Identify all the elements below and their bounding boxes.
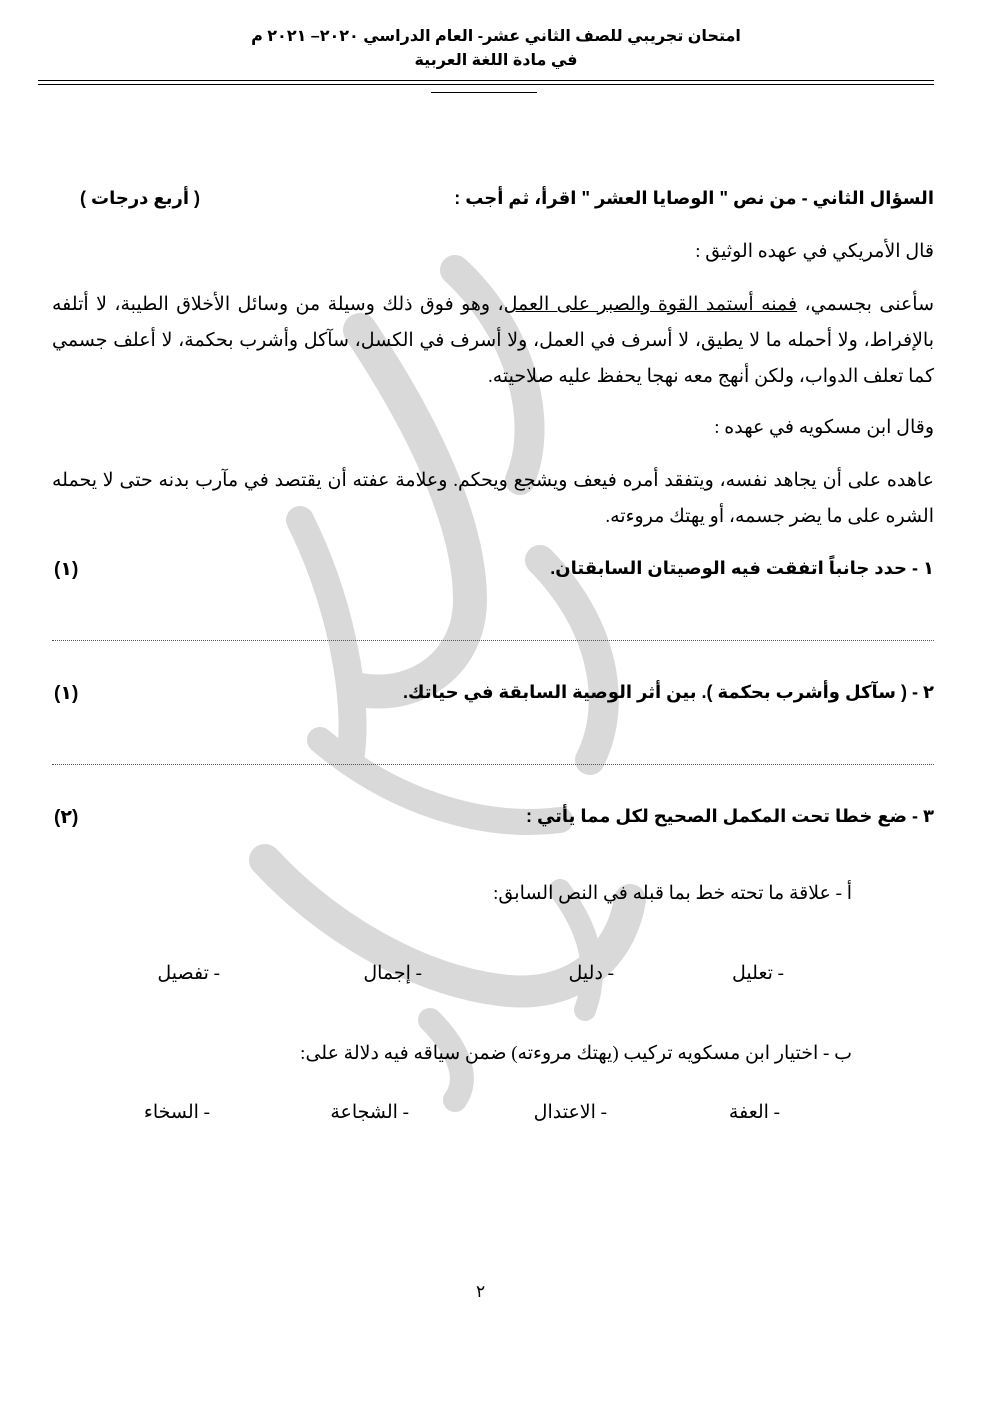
item-2-mark: (١) [54,683,79,704]
sub-b-prompt: ب - اختيار ابن مسكويه تركيب (يهتك مروءته) ضمن سياقه فيه دلالة على: [300,1043,852,1064]
passage-american [52,287,934,395]
passage-miskawayh: عاهده على أن يجاهد نفسه، ويتفقد أمره فيعف ويشجع ويحكم. وعلامة عفته أن يقتصد في مآرب بدنه حتى لا يحمله الشره على ما يضر جسمه، أو يهتك مروءته. [52,470,934,527]
underlined-phrase: فمنه أستمد القوة والصبر على العمل [503,294,798,315]
answer-line-1[interactable] [52,640,934,641]
sub-a-prompt: أ - علاقة ما تحته خط بما قبله في النص السابق: [493,883,852,904]
passage-american-start: سأعنى بجسمي، [797,294,935,315]
exam-title: امتحان تجريبي للصف الثاني عشر- العام الدراسي ٢٠٢٠– ٢٠٢١ م [251,28,741,45]
item-2-text: ٢ - ( سآكل وأشرب بحكمة ). بين أثر الوصية السابقة في حياتك. [402,682,934,702]
passage-american-rest: ، وهو فوق ذلك وسيلة من وسائل الأخلاق الطيبة، لا أتلفه بالإفراط، ولا أحمله ما لا يطيق، لا أسرف في العمل، ولا أسرف في الكسل، سآكل وأشرب بحكمة، لا أعلف جسمي كما تعلف الدواب، ولكن أنهج معه نهجا يحفظ عليه صلاحيته. [52,294,934,387]
page-number: ٢ [476,1282,486,1301]
item-1-text: ١ - حدد جانباً اتفقت فيه الوصيتان السابقتان. [550,558,934,578]
item-1-mark: (١) [54,559,79,580]
sub-a-option-4[interactable]: - تفصيل [157,963,220,984]
question-marks: ( أربع درجات ) [80,188,200,208]
header-short-rule [431,92,537,93]
intro-miskawayh: وقال ابن مسكويه في عهده : [714,417,934,438]
sub-b-option-2[interactable]: - الاعتدال [533,1102,607,1123]
sub-a-option-2[interactable]: - دليل [568,963,614,984]
answer-line-2[interactable] [52,764,934,765]
question-title: السؤال الثاني - من نص " الوصايا العشر " اقرأ، ثم أجب : [454,188,934,208]
item-3-text: ٣ - ضع خطا تحت المكمل الصحيح لكل مما يأتي : [525,806,934,826]
sub-b-option-1[interactable]: - العفة [728,1102,780,1123]
header-rule [38,80,934,81]
sub-b-option-4[interactable]: - السخاء [143,1102,210,1123]
sub-b-option-3[interactable]: - الشجاعة [330,1102,409,1123]
header-rule-thin [38,84,934,85]
item-3-mark: (٢) [54,807,79,828]
exam-subject: في مادة اللغة العربية [414,52,578,69]
sub-a-option-1[interactable]: - تعليل [732,963,784,984]
sub-a-option-3[interactable]: - إجمال [363,963,422,984]
intro-american: قال الأمريكي في عهده الوثيق : [695,241,934,262]
